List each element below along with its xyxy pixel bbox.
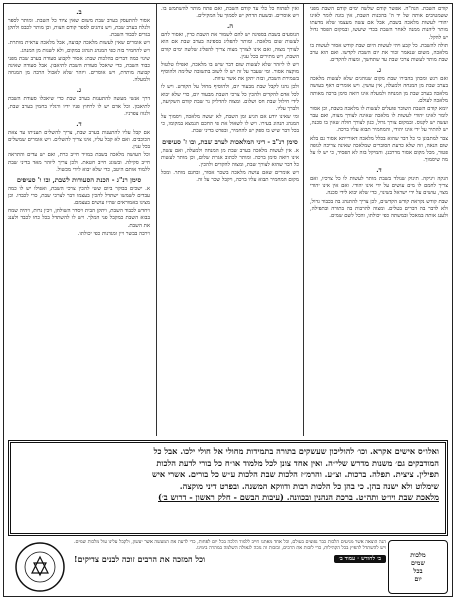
paragraph: הנקה ויניקה. תינוק שנולד בשבת מותר לעשות לו כל צרכיו, ואם צריך לחמם לו מים עושים על ידי אינו יהודי. ואם אין אינו יהודי מצוי, עושים על ידי ישראל בשינוי, כדי שלא יבוא לידי סכנה.: [310, 176, 448, 197]
box-line: שימלוט ולא ישנה בהן. כי בהן כל הלכות רבות ודווקא המשנה. ובפרט דיני מוקצה.: [179, 480, 439, 491]
svg-text:מ ב ק ש ת ל ו ש ח ו ם · י ב ח: [12, 541, 14, 543]
paragraph: א. אין לעשות מלאכה בערב שבת מן המנחה ולמעלה, ואם עשה, אינו רואה סימן ברכה. ומותר לכתוב אגרת שלום, וכן מותר לעשות כל דבר שהוא לצורך שבת, ומצוה להקדים ולהכין.: [161, 147, 299, 168]
seal-ring-text: [12, 541, 14, 543]
paragraph: וכל העושה מלאכה בשבת במזיד חייב כרת, ואם יש עדים והתראה חייב סקילה. ובשוגג חייב חטאת. ולכן צריך ליזהר מאד בדיני שבת ללמוד אותם היטב, כדי שלא יבוא לידי מכשול.: [8, 152, 150, 173]
column-right: [306, 4, 452, 436]
paragraph: ויש אומרים שאם עושה מלאכה בשכר אסור, ובחנם מותר. ומכל מקום המחמיר תבוא עליו ברכה, ויקבל שכר על זה.: [161, 169, 299, 184]
box-line: ואלו״ס אישים אקרא. וכו׳ להוליכון שעשקים בתורה בתמידות מחולי אל חולי ילכו. אבל כל: [153, 446, 439, 456]
logo-text: בכל: [413, 567, 423, 575]
paragraph: דרך אנשי מעשה להתענות בערב שבת כדי שיאכלו סעודת השבת לתיאבון. וכל אדם יש לו לרחוץ פניו ידיו ורגליו בחמין בערב שבת, ולגזוז צפרניו.: [8, 96, 150, 117]
footer-bar: [74, 554, 386, 564]
section-heading: ב.: [76, 8, 82, 16]
section-heading: ג.: [376, 66, 382, 75]
section-heading: ג.: [76, 86, 82, 95]
highlight-box: [8, 440, 448, 536]
paragraph: ומי שאינו יודע אם הגיע זמן השבת, לא יעשה מלאכה, ויסמוך על המנהג הנהוג בעירו. ויש לו לשאול את פי החכם הנמצא במקומו, כי בכל דבר שיש בו ספק יש להחמיר, ובפרט בדיני שבת.: [161, 114, 299, 135]
paragraph: שבת קודש נקראת קודש הקדשים, לכן צריך להתנהג בה בכבוד גדול, ולא לדבר בה דברים בטלים. ומצוה להרבות בה בתורה ובתפילה, ולענג אותה במאכל ובמשתה כפי יכולתו, והכל לשם שמים.: [310, 198, 448, 219]
logo-right: [388, 540, 448, 594]
paragraph: וירבה בבשר ויין ומגדנות כפי יכולתו.: [77, 230, 150, 237]
section-heading: ד.: [76, 119, 82, 128]
column-middle: [156, 4, 304, 436]
paragraph: ויש לו ליזהר שלא לעשות שום דבר שיש בו מלאכה, ואפילו טלטול מוקצה אסור. ומי שעבר על זה יש לו לשוב בתשובה שלימה ולהוסיף בשמירת השבת, ובזה יתקן את אשר עיוות.: [161, 61, 299, 83]
section-heading: סימן רנ"ג - הכנת הסעודות לשבת, ובו ו' סעיפים: [16, 175, 142, 184]
paragraph: אסור להתעסק בערב שבת משום שאין ציוד כל השבת. ומותר לספר ולגלח בערב שבת, ויש נוהגים לספר קודם חצות, וכן מותר לכבס ולתקן בגדים לכבוד השבת.: [8, 18, 150, 39]
box-line: המודבקים גם׳ משנות מדרש שלי״ה. ואין אחד צונן לכל מלמוד או״ח כל בורי לדעת הלכות: [156, 457, 439, 468]
footer-slogan: וכל המזכה את הרבים זוכה לבנים צדיקים!: [74, 554, 206, 565]
section-heading: סימן רנ"ב - דיני המלאכות לערב שבת, ובו ז' סעיפים: [162, 137, 298, 146]
footer-middle: [74, 540, 386, 594]
text-columns: [4, 4, 452, 436]
paragraph: צבר למתבונן כי כל דבר שהוא בכלל מלאכה דאורייתא אסור גם בלא שום הנאה, וזה שלא כדעת הסוברים שמלאכה שאינה צריכה לגופה פטור, מכל מקום אסור מדרבנן. והמיקל בזה לא הפסיד, כי יש לו על מה שיסמוך.: [310, 135, 448, 163]
logo-text: מלכות: [410, 551, 426, 559]
footer-small-text: הנה הוצאה אשר מגיעים הלכות כבר נפוצים בעולם, וכל אחד מאתנו חייב ללמוד הלכה בכל יום לפחות, כדי לדעת את המעשה אשר יעשון, ולקבל עלינו עול מלכות שמים. ויש להשתדל להפיץ בכל הקהילות, כדי לזכות את הרבים, ובזכות זה נזכה לגאולה השלמה במהרה בימינו.: [74, 540, 386, 552]
paragraph: יומא קודם השבת השוכר פועלים לעשות לו מלאכה בשבת, וכן אסור לומר לאינו יהודי לעשות לו מלאכה שאינה לצורך מצוה, ואם עבר ועשה יש לקנוס. ובמקום צורך גדול, כגון לצורך חולה שאין בו סכנה, יש להתיר על ידי אינו יהודי, והמחמיר תבוא עליו ברכה.: [310, 105, 448, 134]
paragraph: ואם רגש ומכהן בהבירו שבת מקום שנוהגים שלא לעשות מלאכה בערב שבת מן המנחה ולמעלה, אין עושין. ויש אומרים דאף בעושה מלאכה בערב שבת מן המנחה ולמעלה אינו רואה סימן ברכה מאותה מלאכה לעולם.: [310, 76, 448, 104]
section-heading: ה.: [226, 22, 234, 31]
paragraph: א. ישכים בבוקר ביום ששי להכין צרכי השבת, ואפילו יש לו כמה עבדים לשמשו ישתדל להכין בעצמו דבר לצרכי שבת, כדי לכבדו. וכן מצינו באמוראים שהיו עושים בעצמם.: [8, 185, 150, 207]
seal-icon: [12, 541, 68, 593]
box-line: תפילין. ציצית. תפלה. ברכות. וצ״ע. והרמ״ז הלכות שבת הלכות ע״ש כל בורים. אשרי איש: [151, 469, 439, 480]
paragraph: ולכן נהגו לקבל שבת מבעוד יום, ולהוסיף מחול על הקודש. ויש לו לכל אדם להקדים ולהכין כל צרכי השבת מבעוד יום, כדי שלא יבוא לידי חילול שבת חס ושלום. ומצוה להדליק נר שבת קודם השקיעה, ולברך עליו.: [161, 84, 299, 112]
section-heading: ד.: [376, 166, 382, 175]
paragraph: קודם השבת. הגה"ה. אפשר קודם שלשה ימים קודם השבת מפני ששמטיבים אותה של יד ה' בהכנות השבת, אין בונה לומר לאינו יהודי לעשות מלאכה בשבת, אבל אם עשה מעצמו שלא מדעתו מותר ליהנות ממנה לאחר השבת בכדי שיעשו, ובמקום הפסד גדול יש להקל.: [310, 6, 448, 41]
paragraph: תולה להשבת. כל קבע ויהי לעשות היום שבת קודש אסור לעשות בו מלאכה, משום שנאמר זכור את יום השבת לקדשו. ואם הוא ערב שבת מותר לעשות צרכי שבת עד שתחשך, ומצוה להקדים.: [310, 42, 448, 64]
paragraph: ויחדש לכבוד השבת, ויתקן הבית ויסדר השולחן, ויכין נרות, ויהיה שמח בבוא השבת כמקבל פני המלך. ויש לו להשתדל בכל כחו לכבד ולענג את השבת.: [8, 208, 150, 229]
paragraph: ואין לפתוח כל כלי עד קודם השבת, ואם פתח מותר להשתמש בו. ויש אוסרים. ובשעת הדחק יש לסמוך על המקילים.: [161, 6, 299, 20]
paragraph: אם קבל עליו להתענות בערב שבת, צריך להשלים תעניתו עד צאת הכוכבים. ואם לא קבל עליו, אינו צריך להשלים. ויש אומרים שמשלים בכל ענין.: [8, 129, 150, 151]
paragraph: שינוי כמה דברים בהלכות שבת: אסור לקבוע סעודה בערב שבת מפני כבוד השבת, כדי שיאכל סעודת השבת לתיאבון. אבל סעודה שאינה קבועה מותרת, ויש אוסרים. ויזהר שלא לאכול הרבה מן המנחה ולמעלה.: [8, 55, 150, 84]
column-left: [4, 4, 154, 436]
page-indicator: ב׳ לחודש · עמוד ב׳: [334, 555, 386, 563]
logo-text: שמים: [411, 559, 425, 567]
seal-logo: [8, 540, 72, 594]
box-line: מלאכת שבת ויו״ט ותה״ט. ברכת הנהנין ובכוונה. (עיבות הבשם - חלק ראשון - דרוש ב׳): [158, 492, 439, 503]
paragraph: ויש אומרים שאין לעשות מלאכה קבועה, אבל מלאכה עראית מותרת. ויש להחמיר בזה כפי המנהג הנהוג במקום, ולא לשנות מן המנהג.: [8, 40, 150, 54]
footer: [8, 540, 448, 594]
logo-text: יום: [414, 575, 422, 583]
paragraph: הנוסעים בשבת בספינה יש להם לשמור את השבת כדין, ואסור להם לעשות שום מלאכה. ומותר להפליג בספינה בערב שבת אם הוא לצורך מצוה, ואם אינו לצורך מצוה צריך להפליג שלשה ימים קודם השבת, ויש מתירים בכל ענין.: [161, 32, 299, 60]
